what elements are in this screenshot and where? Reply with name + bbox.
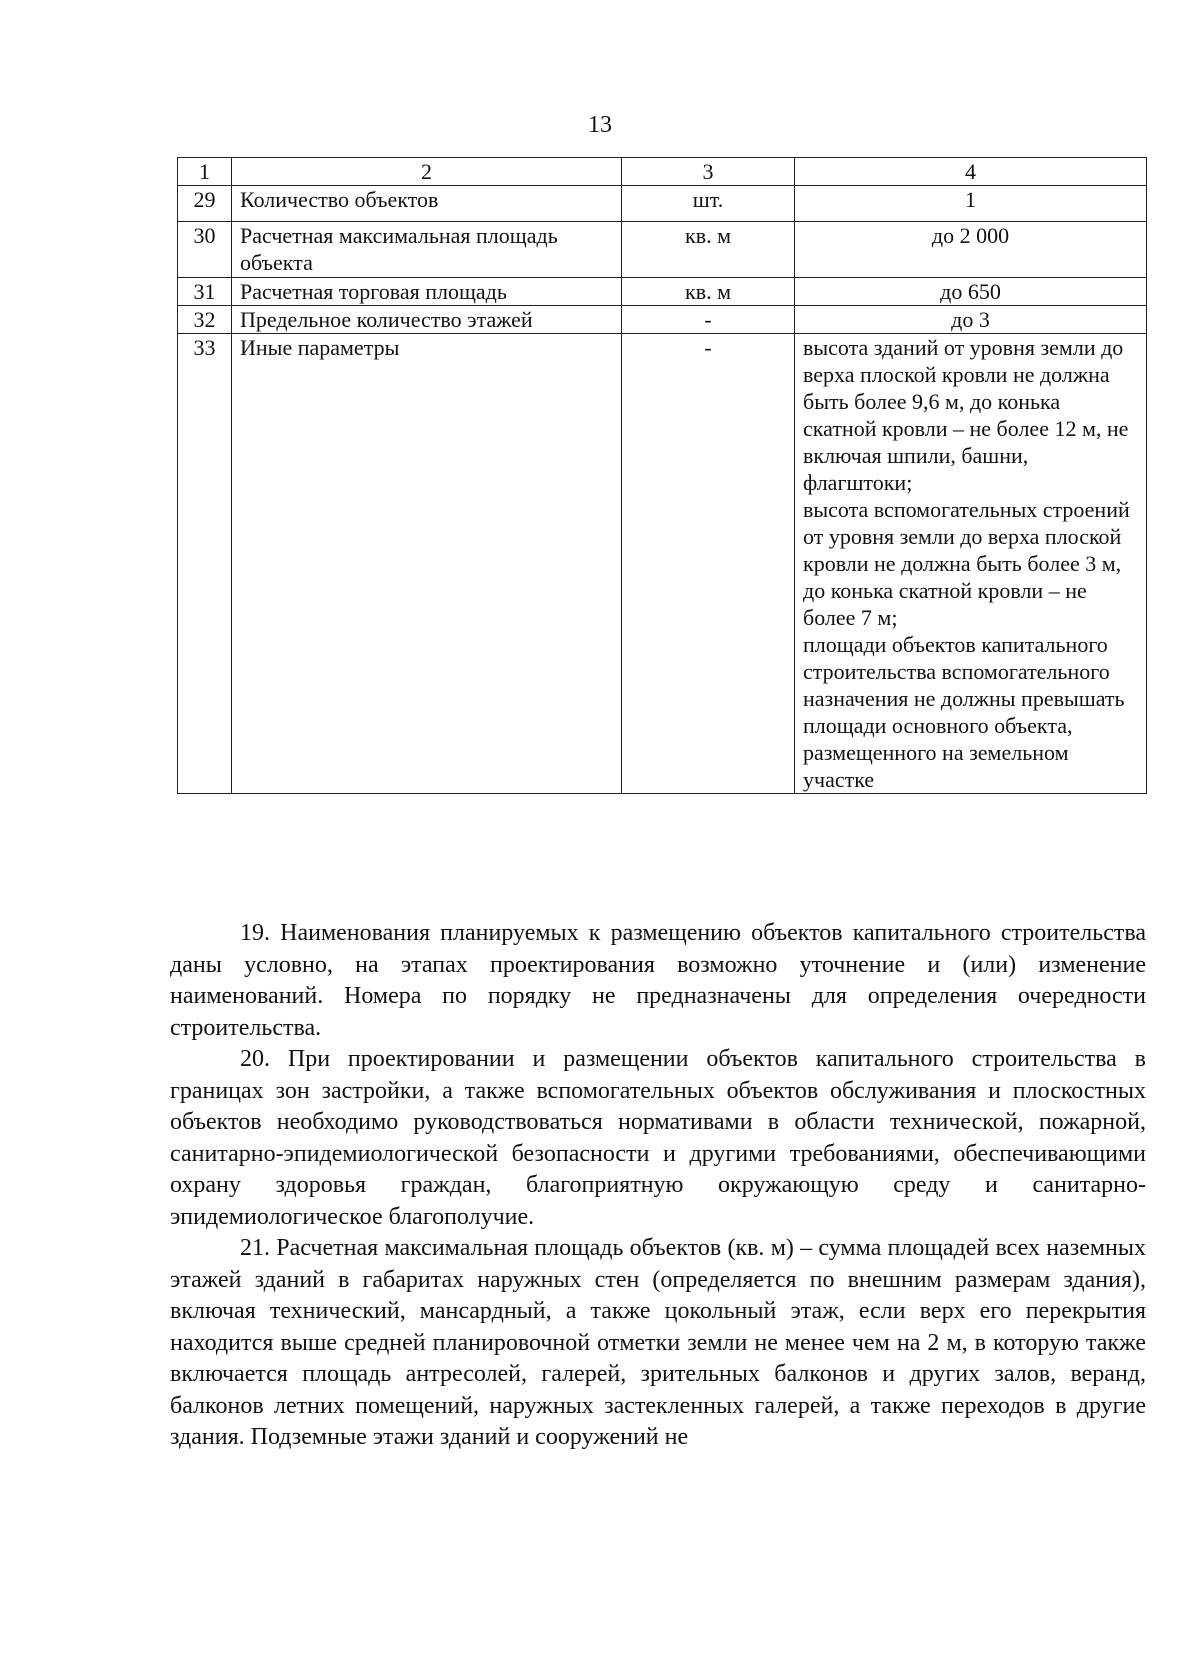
parameter-name: Иные параметры [232, 334, 622, 794]
table-row [178, 306, 1147, 334]
header-col-1: 1 [178, 158, 232, 186]
page-number: 13 [588, 112, 612, 138]
parameter-name: Расчетная торговая площадь [232, 278, 622, 306]
value-text-auxiliary-area: площади объектов капитального строительства вспомогательного назначения не должны превышать площади основного объекта, размещенного на земельном участке [803, 632, 1125, 792]
header-col-3: 3 [622, 158, 795, 186]
paragraph-19: 19. Наименования планируемых к размещению объектов капитального строительства даны условно, на этапах проектирования возможно уточнение и (или) изменение наименований. Номера по порядку не предназначены для определения очередности строительства. [170, 920, 1146, 1041]
table-row [178, 334, 1147, 794]
unit-cell: кв. м [622, 278, 795, 306]
header-col-2: 2 [232, 158, 622, 186]
row-number: 31 [178, 278, 232, 306]
value-cell: 1 [795, 186, 1147, 222]
paragraph-21: 21. Расчетная максимальная площадь объектов (кв. м) – сумма площадей всех наземных этажей зданий в габаритах наружных стен (определяется по внешним размерам здания), включая технический, мансардный, а также цокольный этаж, если верх его перекрытия находится выше средней планировочной отметки земли не менее чем на 2 м, в которую также включается площадь антресолей, галерей, зрительных балконов и других залов, веранд, балконов летних помещений, наружных застекленных галерей, а также переходов в другие здания. Подземные этажи зданий и сооружений не [170, 1235, 1146, 1450]
body-text [170, 918, 1146, 1454]
unit-cell: шт. [622, 186, 795, 222]
parameters-table [177, 157, 1147, 794]
row-number: 30 [178, 222, 232, 278]
table-row [178, 222, 1147, 278]
table-header-row [178, 158, 1147, 186]
value-cell: до 3 [795, 306, 1147, 334]
unit-cell: - [622, 334, 795, 794]
row-number: 32 [178, 306, 232, 334]
value-text-auxiliary-height: высота вспомогательных строений от уровня земли до верха плоской кровли не должна быть более 3 м, до конька скатной кровли – не более 7 м; [803, 497, 1130, 630]
table-row [178, 278, 1147, 306]
value-text-height: высота зданий от уровня земли до верха плоской кровли не должна быть более 9,6 м, до конька скатной кровли – не более 12 м, не включая шпили, башни, флагштоки; [803, 335, 1129, 495]
parameter-name: Предельное количество этажей [232, 306, 622, 334]
value-cell [795, 334, 1147, 794]
parameter-name: Расчетная максимальная площадь объекта [232, 222, 622, 278]
row-number: 29 [178, 186, 232, 222]
table-row [178, 186, 1147, 222]
row-number: 33 [178, 334, 232, 794]
value-cell: до 650 [795, 278, 1147, 306]
parameter-name: Количество объектов [232, 186, 622, 222]
paragraph-20: 20. При проектировании и размещении объектов капитального строительства в границах зон застройки, а также вспомогательных объектов обслуживания и плоскостных объектов необходимо руководствоваться нормативами в области технической, пожарной, санитарно-эпидемиологической безопасности и другими требованиями, обеспечивающими охрану здоровья граждан, благоприятную окружающую среду и санитарно-эпидемиологическое благополучие. [170, 1046, 1146, 1230]
value-cell: до 2 000 [795, 222, 1147, 278]
header-col-4: 4 [795, 158, 1147, 186]
unit-cell: - [622, 306, 795, 334]
unit-cell: кв. м [622, 222, 795, 278]
